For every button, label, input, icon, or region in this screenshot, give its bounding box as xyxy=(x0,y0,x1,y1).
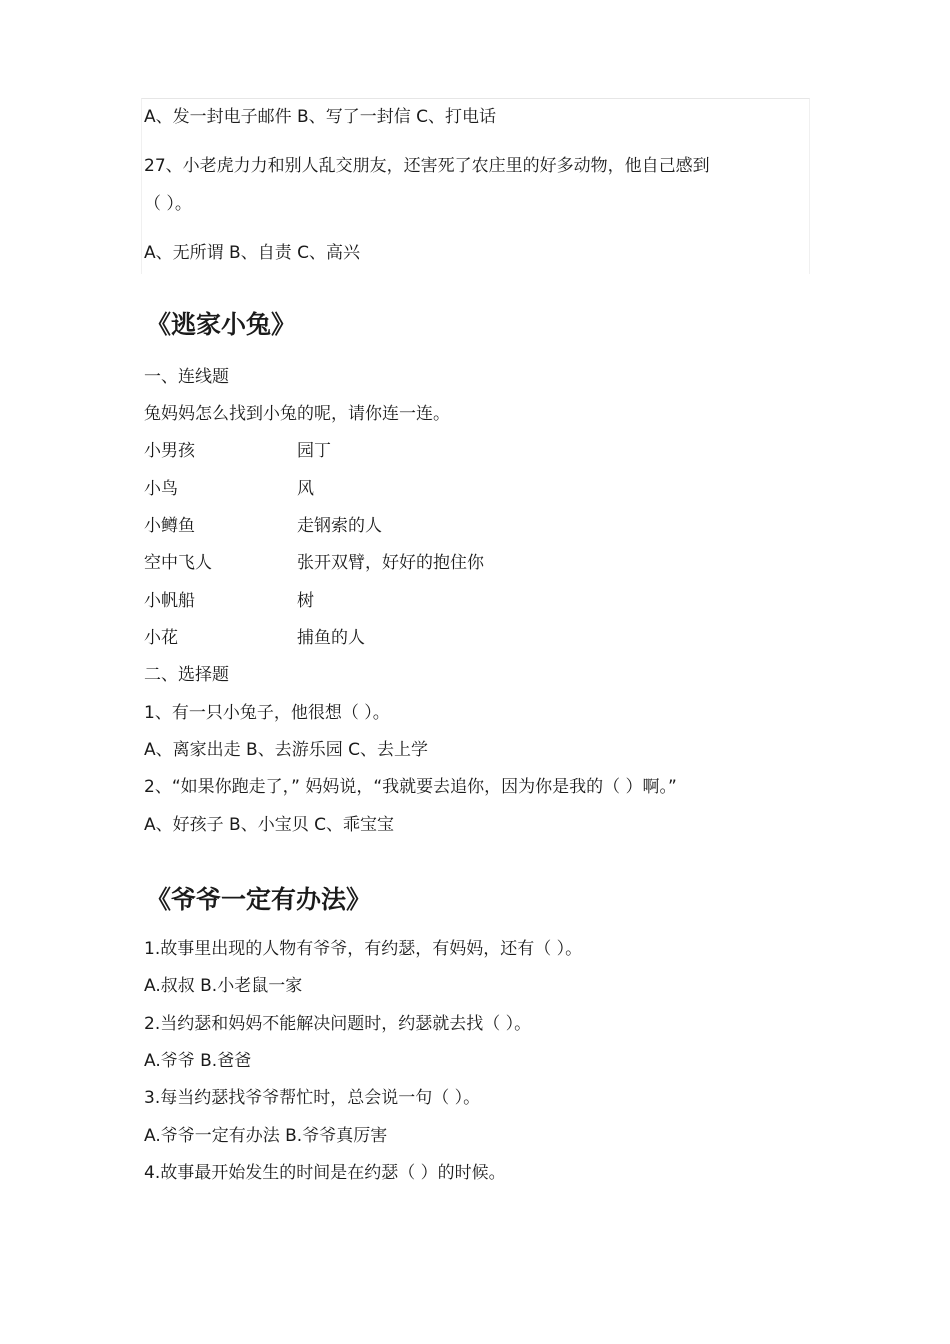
match-right: 捕鱼的人 xyxy=(297,628,365,648)
match-row xyxy=(144,478,744,500)
grandpa-q3: 3.每当约瑟找爷爷帮忙时，总会说一句（ ）。 xyxy=(144,1088,481,1108)
part2-heading: 二、选择题 xyxy=(144,665,229,685)
rabbit-q1: 1、有一只小兔子，他很想（ ）。 xyxy=(144,703,390,723)
match-right: 风 xyxy=(297,479,314,499)
section-title-grandpa: 《爷爷一定有办法》 xyxy=(146,885,372,914)
match-right: 树 xyxy=(297,591,314,611)
match-row xyxy=(144,440,744,462)
match-left: 小鳟鱼 xyxy=(144,516,195,536)
grandpa-q2-options: A.爷爷 B.爸爸 xyxy=(144,1051,252,1071)
grandpa-q3-options: A.爷爷一定有办法 B.爷爷真厉害 xyxy=(144,1126,388,1146)
match-right: 园丁 xyxy=(297,441,331,461)
grandpa-q4: 4.故事最开始发生的时间是在约瑟（ ）的时候。 xyxy=(144,1163,506,1183)
match-row xyxy=(144,627,744,649)
match-row xyxy=(144,552,744,574)
rabbit-q2: 2、“如果你跑走了，” 妈妈说，“我就要去追你，因为你是我的（ ）啊。” xyxy=(144,777,677,797)
grandpa-q2: 2.当约瑟和妈妈不能解决问题时，约瑟就去找（ ）。 xyxy=(144,1014,532,1034)
q27-text: 27、小老虎力力和别人乱交朋友，还害死了农庄里的好多动物，他自己感到 xyxy=(144,156,710,176)
match-left: 小男孩 xyxy=(144,441,195,461)
match-left: 空中飞人 xyxy=(144,553,212,573)
grandpa-q1: 1.故事里出现的人物有爷爷，有约瑟，有妈妈，还有（ ）。 xyxy=(144,939,583,959)
match-right: 走钢索的人 xyxy=(297,516,382,536)
q27-blank: （ ）。 xyxy=(144,194,192,214)
grandpa-q1-options: A.叔叔 B.小老鼠一家 xyxy=(144,976,303,996)
q27-options: A、无所谓 B、自责 C、高兴 xyxy=(144,243,360,263)
match-right: 张开双臂，好好的抱住你 xyxy=(297,553,484,573)
match-row xyxy=(144,515,744,537)
rabbit-q1-options: A、离家出走 B、去游乐园 C、去上学 xyxy=(144,740,428,760)
match-left: 小花 xyxy=(144,628,178,648)
rabbit-q2-options: A、好孩子 B、小宝贝 C、乖宝宝 xyxy=(144,815,394,835)
match-left: 小鸟 xyxy=(144,479,178,499)
match-left: 小帆船 xyxy=(144,591,195,611)
match-row xyxy=(144,590,744,612)
part1-heading: 一、连线题 xyxy=(144,367,229,387)
section-title-rabbit: 《逃家小兔》 xyxy=(146,310,297,339)
q26-options: A、发一封电子邮件 B、写了一封信 C、打电话 xyxy=(144,107,496,127)
part1-prompt: 兔妈妈怎么找到小兔的呢，请你连一连。 xyxy=(144,404,450,424)
